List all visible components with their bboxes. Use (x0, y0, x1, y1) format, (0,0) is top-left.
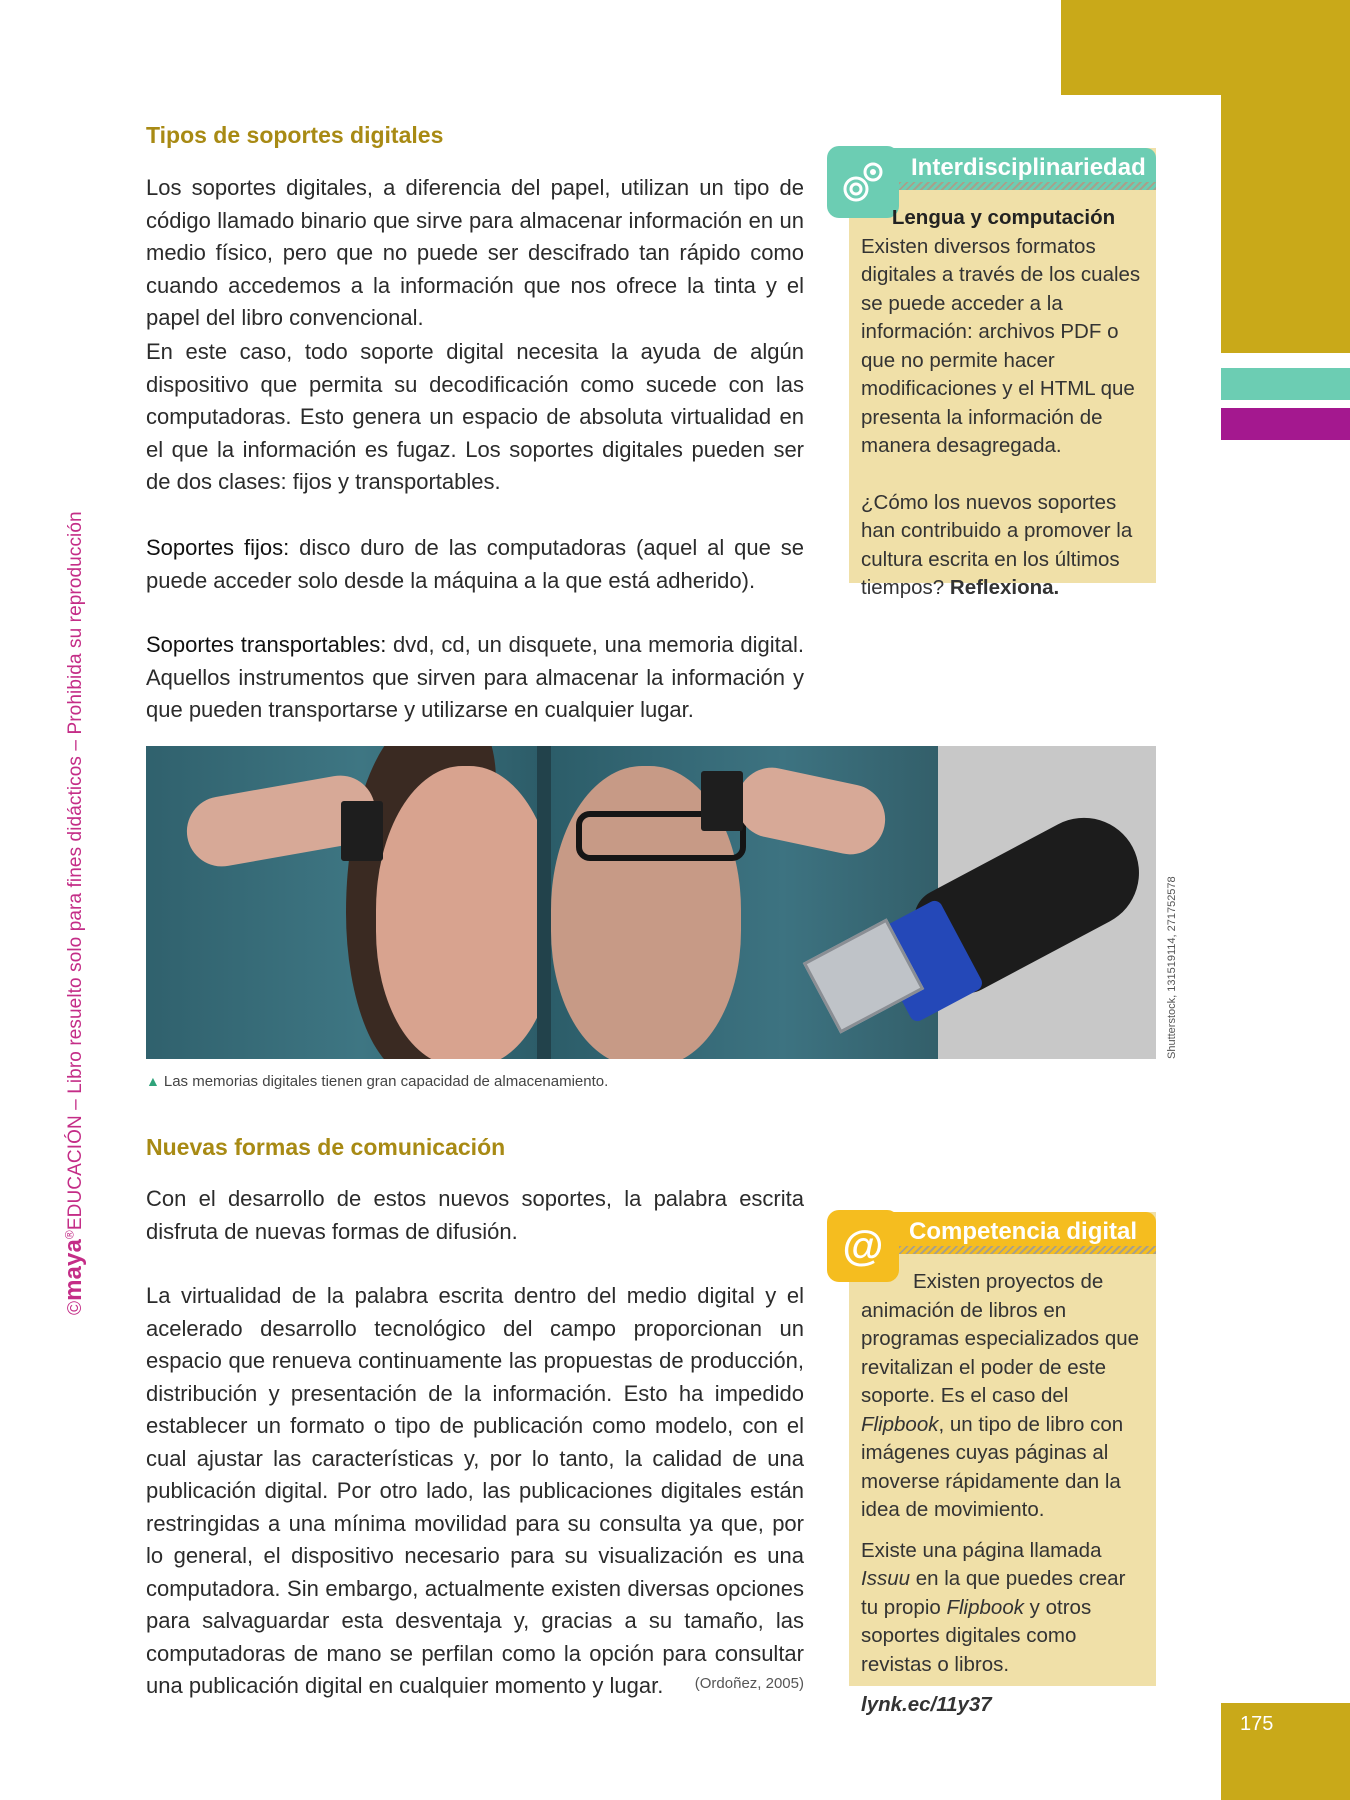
decorative-top-band (1061, 0, 1350, 95)
decorative-side-band (1221, 95, 1350, 353)
woman-face (376, 766, 556, 1059)
issuu-term: Issuu (861, 1567, 910, 1590)
paragraph-soportes-fijos (146, 532, 804, 597)
copyright-text: EDUCACIÓN – Libro resuelto solo para fines didácticos – Prohibida su reproducción (65, 511, 86, 1231)
paragraph-soportes-transportables (146, 629, 804, 727)
interdisciplinariedad-box (849, 148, 1156, 599)
triangle-icon: ▲ (146, 1073, 160, 1089)
interdisciplinariedad-header (849, 148, 1156, 190)
photo-caption (146, 1073, 608, 1090)
competencia-p2-text-c: y otros soportes digitales como revistas o libros. (861, 1595, 1092, 1676)
competencia-p1-text-a: Existen proyectos de animación de libros en programas especializados que revitalizan el poder de este soporte. Es el caso del (861, 1270, 1140, 1407)
competencia-digital-body (861, 1268, 1146, 1720)
interdisciplinariedad-paragraph-1: Existen diversos formatos digitales a través de los cuales se puede acceder a la información: archivos PDF o que no permite hacer modificaciones y el HTML que presenta la información de manera desagregada. (861, 234, 1141, 457)
interdisciplinariedad-paragraph-2 (861, 489, 1146, 603)
citation: (Ordoñez, 2005) (694, 1675, 804, 1692)
paragraph-comunicacion-1: Con el desarrollo de estos nuevos soportes, la palabra escrita disfruta de nuevas formas de difusión. (146, 1186, 804, 1244)
brand-logo-text: maya (60, 1239, 87, 1301)
paragraph-soportes-1: Los soportes digitales, a diferencia del papel, utilizan un tipo de código llamado binario que sirve para almacenar información en un medio físico, pero que no puede ser descifrado tan rápido como cuando accedemos a la información que nos ofrece la tinta y el papel del libro convencional. (146, 175, 804, 330)
hatch-divider (899, 182, 1156, 190)
competencia-digital-header (842, 1212, 1156, 1269)
paragraph-comunicacion-2: La virtualidad de la palabra escrita dentro del medio digital y el acelerado desarrollo tecnológico del campo proporcionan un espacio que renueva continuamente las propuestas de producción, distribución y presentación de la información. Esto ha impedido establecer un formato o tipo de publicación como modelo, con el cual ajustar las características y, por lo tanto, la calidad de una publicación digital. Por otro lado, las publicaciones digitales están restringidas a una mínima movilidad para su consulta ya que, por lo general, el dispositivo necesario para su visualización es una computadora. Sin embargo, actualmente existen diversas opciones para salvaguardar esta desventaja y, gracias a su tamaño, las computadoras de mano se perfilan como la opción para consultar una publicación digital en cualquier momento y lugar. (146, 1283, 804, 1698)
competencia-paragraph-1 (861, 1268, 1146, 1525)
competencia-digital-box (842, 1212, 1156, 1716)
interdisciplinariedad-body (861, 204, 1146, 603)
competencia-p1-text-b: , un tipo de libro con imágenes cuyas páginas al moverse rápidamente dan la idea de movimiento. (861, 1412, 1124, 1521)
interdisciplinariedad-question: ¿Cómo los nuevos soportes han contribuido a promover la cultura escrita en los últimos tiempos? (861, 490, 1133, 599)
label-soportes-transportables: Soportes transportables: (146, 632, 387, 657)
memory-devices-photo (146, 746, 1156, 1059)
page-number: 175 (1240, 1713, 1274, 1735)
at-sign-icon: @ (827, 1210, 899, 1282)
reflexiona-label: Reflexiona. (949, 576, 1060, 599)
photo-divider (537, 746, 551, 1059)
flipbook-term-2: Flipbook (946, 1595, 1024, 1619)
caption-text: Las memorias digitales tienen gran capacidad de almacenamiento. (163, 1073, 609, 1090)
section-title-soportes: Tipos de soportes digitales (146, 122, 444, 148)
competencia-p2-text-a: Existe una página llamada (861, 1538, 1102, 1562)
sd-card-left (341, 801, 383, 861)
decorative-teal-bar (1221, 368, 1350, 400)
text-soportes-transportables: dvd, cd, un disquete, una memoria digital. Aquellos instrumentos que sirven para almacenar la información y que pueden transportarse y utilizarse en cualquier lugar. (146, 632, 804, 722)
interdisciplinariedad-subtitle: Lengua y computación (891, 206, 1116, 229)
competencia-link[interactable]: lynk.ec/11y37 (861, 1693, 992, 1716)
paragraph-soportes-2: En este caso, todo soporte digital necesita la ayuda de algún dispositivo que permita su decodificación como sucede con las computadoras. Esto genera un espacio de absoluta virtualidad en el que la información es fugaz. Los soportes digitales pueden ser de dos clases: fijos y transportables. (146, 339, 804, 494)
label-soportes-fijos: Soportes fijos: (146, 535, 290, 560)
copyright-symbol: © (65, 1300, 86, 1315)
hatch-divider (899, 1246, 1156, 1254)
competencia-p2-text-b: en la que puedes crear tu propio (861, 1567, 1126, 1619)
competencia-paragraph-2 (861, 1537, 1146, 1680)
flipbook-term: Flipbook (861, 1412, 939, 1436)
copyright-notice (60, 475, 88, 1315)
registered-symbol: ® (62, 1230, 77, 1240)
decorative-magenta-bar (1221, 408, 1350, 440)
sd-card-right (701, 771, 743, 831)
competencia-digital-title: Competencia digital (909, 1218, 1138, 1245)
text-soportes-fijos: disco duro de las computadoras (aquel al que se puede acceder solo desde la máquina a la que está adherido). (146, 535, 804, 593)
photo-credit: Shutterstock, 131519114, 271752578 (1166, 876, 1178, 1059)
section-title-comunicacion: Nuevas formas de comunicación (146, 1134, 506, 1160)
interdisciplinariedad-title: Interdisciplinariedad (911, 154, 1146, 181)
